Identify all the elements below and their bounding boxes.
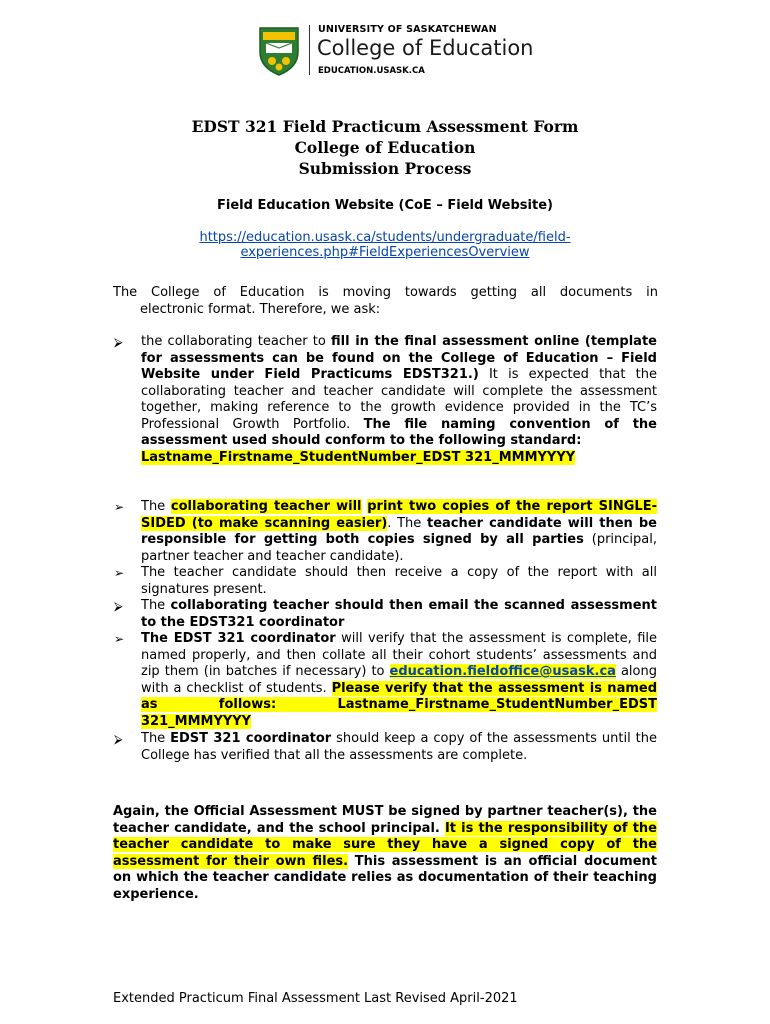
- bullet-arrow-icon: ⮚: [114, 732, 123, 746]
- intro-paragraph: [113, 285, 658, 318]
- bullet4-bold: collaborating teacher should then email the scanned assessment to the EDST321 coordinator: [141, 598, 657, 630]
- bullet-small-arrow-icon: ➢: [114, 500, 125, 514]
- document-subtitle-college: College of Education: [294, 138, 476, 157]
- bullet3-text: The teacher candidate should then receive a copy of the report with all signatures present.: [141, 565, 657, 597]
- college-logo: [258, 22, 534, 78]
- website-link[interactable]: [0, 230, 770, 260]
- bullet6-text: The: [141, 731, 171, 746]
- bullet4-text: The: [141, 598, 171, 613]
- bullet-item-coordinator-verify: [141, 631, 657, 730]
- bullet1-text-expected: It is expected that the collaborating teacher and teacher candidate will complete the assessment together, making reference to the growth evidence provided in the TC’s Professional Growth Portfolio.: [141, 367, 657, 432]
- closing-paragraph: [113, 804, 657, 903]
- bullet6-text-rest: should keep a copy of the assessments until the College has verified that all the assessments are complete.: [141, 731, 657, 763]
- bullet2-text-parties: (principal, partner teacher and teacher candidate).: [141, 532, 658, 564]
- website-link-line2[interactable]: experiences.php#FieldExperiencesOverview: [240, 245, 530, 260]
- website-link-line1[interactable]: https://education.usask.ca/students/undergraduate/field-: [199, 230, 571, 245]
- bullet5-highlight-verify: Please verify that the assessment is named as follows: Lastname_Firstname_StudentNumber_EDST 321_MMMYYYY: [141, 680, 658, 729]
- bullet-item-email-scanned: [141, 598, 657, 631]
- bullet-small-arrow-icon: ➢: [114, 566, 125, 580]
- bullet2-text-the: . The: [387, 515, 427, 531]
- logo-url: EDUCATION.USASK.CA: [318, 66, 425, 76]
- email-link[interactable]: education.fieldoffice@usask.ca: [389, 664, 616, 679]
- document-title: EDST 321 Field Practicum Assessment Form: [191, 117, 579, 136]
- website-heading: Field Education Website (CoE – Field Website): [217, 198, 553, 213]
- shield-crest-icon: [258, 26, 300, 76]
- intro-line1: The College of Education is moving towards getting all documents in: [113, 285, 658, 300]
- document-subtitle-process: Submission Process: [298, 159, 472, 178]
- bullet1-text: the collaborating teacher to: [141, 334, 332, 349]
- closing-text-signed: Again, the Official Assessment MUST be signed by partner teacher(s), the teacher candidate, and the school principal.: [113, 804, 657, 836]
- bullet1-bold: fill in the final assessment online (template for assessments can be found on the College of Education – Field Website under Field Practicums EDST321.): [141, 334, 657, 382]
- bullet-item-receive-copy: [141, 565, 657, 598]
- bullet-small-arrow-icon: ➢: [114, 632, 125, 646]
- logo-divider: [309, 25, 310, 75]
- bullet-item-keep-copy: [141, 731, 657, 764]
- bullet2-text: The: [141, 499, 171, 514]
- bullet2-bold-candidate: teacher candidate will then be responsible for getting both copies signed by all parties: [141, 515, 658, 547]
- bullet-item-print-copies: [141, 499, 657, 565]
- bullet6-bold-coordinator: EDST 321 coordinator: [170, 731, 332, 746]
- closing-highlight-responsibility: It is the responsibility of the teacher candidate to make sure they have a signed copy of the assessment for their own files.: [113, 820, 657, 869]
- bullet-arrow-icon: ⮚: [114, 599, 123, 613]
- bullet1-naming-convention: The file naming convention of the assessment used should conform to the following standard:: [141, 416, 657, 448]
- bullet-arrow-icon: ⮚: [114, 335, 123, 349]
- bullet-item-fill-online: [141, 334, 657, 466]
- logo-university-name: UNIVERSITY OF SASKATCHEWAN: [318, 24, 497, 35]
- bullet5-bold-coordinator: The EDST 321 coordinator: [141, 631, 336, 646]
- bullet5-text-checklist: along with a checklist of students.: [141, 664, 657, 696]
- bullet2-highlight-print: print two copies of the report SINGLE-SIDED (to make scanning easier): [141, 499, 657, 531]
- logo-college-name: College of Education: [317, 36, 534, 60]
- intro-line2: electronic format. Therefore, we ask:: [140, 301, 381, 317]
- bullet5-text: will verify that the assessment is complete, file named properly, and then collate all their cohort students’ assessments and zip them (in batches if necessary) to: [141, 631, 657, 679]
- closing-text-official: This assessment is an official document on which the teacher candidate relies as documentation of their teaching experience.: [113, 853, 657, 902]
- bullet1-filename-standard: Lastname_Firstname_StudentNumber_EDST 321_MMMYYYY: [141, 449, 576, 465]
- page-footer: Extended Practicum Final Assessment Last Revised April-2021: [113, 991, 518, 1006]
- bullet2-highlight-teacher: collaborating teacher will: [170, 499, 362, 514]
